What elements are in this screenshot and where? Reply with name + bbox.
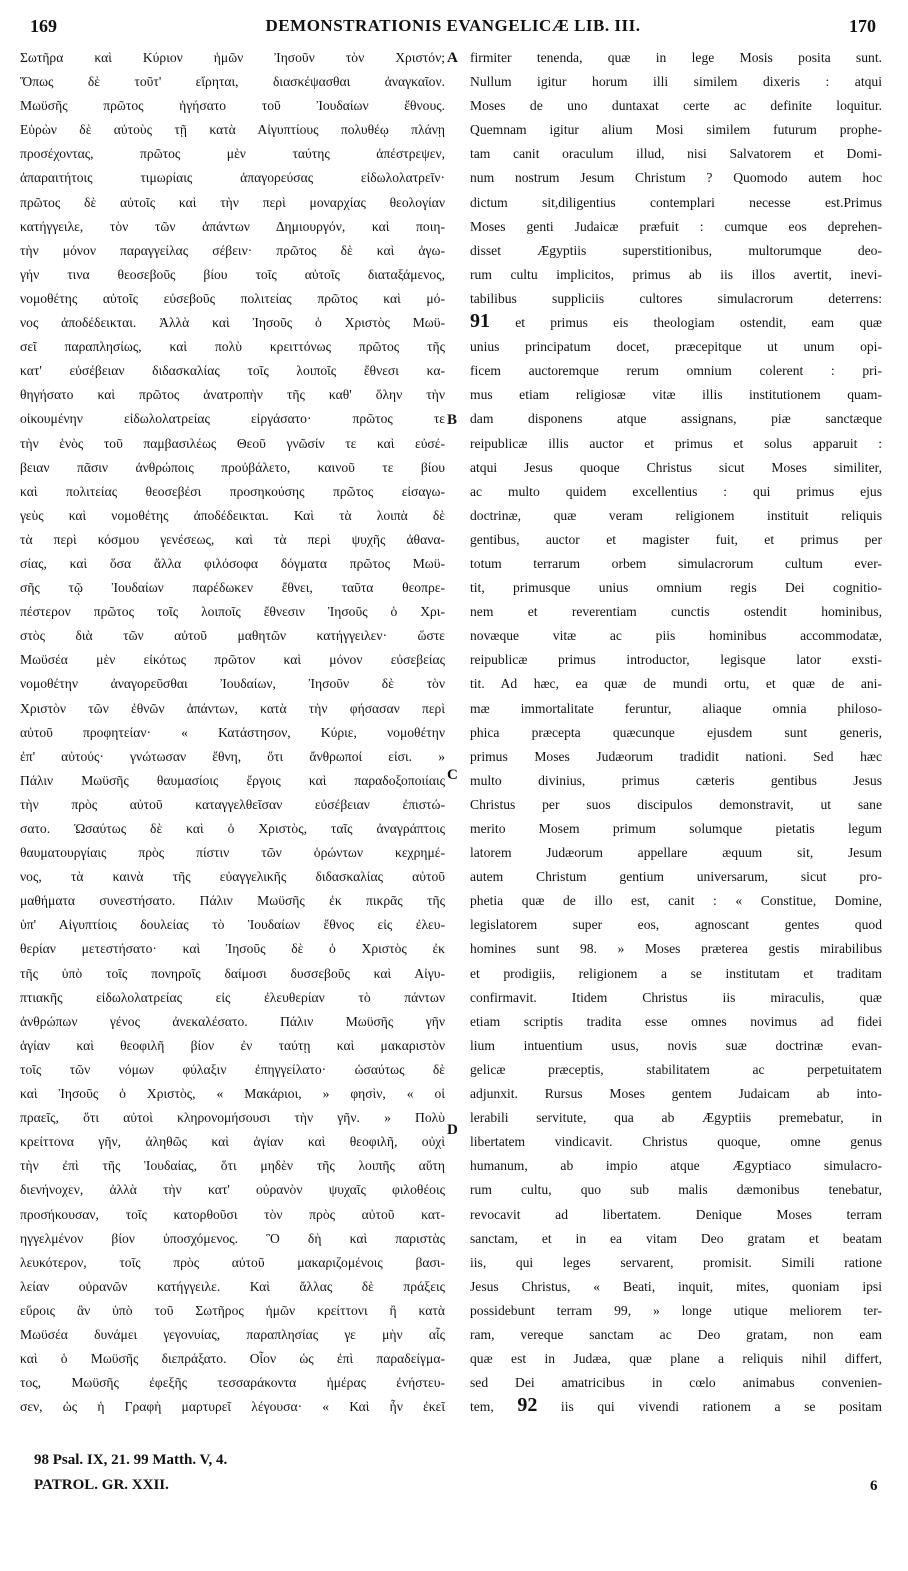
- greek-text-line: κατήγγειλε, τὸν τῶν ἁπάντων Δημιουργόν, καὶ ποιη-: [20, 218, 445, 234]
- greek-text-line: καὶ Ἰησοῦς ὁ Χριστὸς, « Μακάριοι, » φησὶν, « οἱ: [20, 1086, 445, 1102]
- greek-text-line: τοῖς τῶν νόμων φύλαξιν ἐπηγγείλατο· ὡσαύτως δὲ: [20, 1061, 445, 1077]
- greek-text-line: στὸς διὰ τῶν αὐτοῦ μαθητῶν κατήγγειλεν· ὥστε: [20, 628, 445, 644]
- latin-text-line: totum terrarum orbem simulacrorum cultum ever-: [470, 555, 882, 571]
- latin-text-line: phetia quæ de illo est, canit : « Constitue, Domine,: [470, 893, 882, 909]
- greek-text-line: Πάλιν Μωϋσῆς θαυμασίοις ἔργοις καὶ παραδοξοποιίαις: [20, 772, 445, 788]
- latin-text-line: ac multo quidem excellentius : qui primus ejus: [470, 483, 882, 499]
- greek-text-line: Μωϋσέα δυνάμει γεγονυίας, παραπλησίας γε μὴν αἷς: [20, 1326, 445, 1342]
- latin-text-line: etiam scriptis tradita esse omnes novimus ad fidei: [470, 1013, 882, 1029]
- greek-text-line: ἁγίαν καὶ θεοφιλῆ βίον ἐν ταύτῃ καὶ μακαριστὸν: [20, 1037, 445, 1053]
- greek-text-line: τὴν ἑνὸς τοῦ παμβασιλέως Θεοῦ γνῶσίν τε καὶ εὐσέ-: [20, 435, 445, 451]
- margin-marker-d: D: [447, 1122, 458, 1138]
- greek-text-line: ἐπ' αὐτούς· γνώτωσαν ἔθνη, ὅτι ἄνθρωποί εἰσι. »: [20, 748, 445, 764]
- latin-text-line: nem et reverentiam cunctis ostendit hominibus,: [470, 604, 882, 620]
- greek-text-line: βειαν πᾶσιν ἀνθρώποις προὐβάλετο, καινοῦ τε βίου: [20, 459, 445, 475]
- latin-text-line: lerabili servitute, qua ab Ægyptiis premebatur, in: [470, 1110, 882, 1126]
- margin-marker-b: B: [447, 412, 458, 428]
- latin-text-line: tem, 92 iis qui vivendi rationem a se positam: [470, 1395, 882, 1417]
- greek-text-line: νομοθέτης αὐτοῖς εὐσεβοῦς πολιτείας πρῶτος καὶ μό-: [20, 290, 445, 306]
- latin-text-line: tabilibus suppliciis cultores simulacrorum deterrens:: [470, 290, 882, 306]
- latin-text-line: adjunxit. Rursus Moses gentem Judaicam ab into-: [470, 1086, 882, 1102]
- latin-text-line: Jesus Christus, « Beati, inquit, mites, quoniam ipsi: [470, 1278, 882, 1294]
- greek-text-line: πτιακῆς εἰδωλολατρείας εἰς ἐλευθερίαν τὸ πάντων: [20, 989, 445, 1005]
- latin-text-line: sed Dei amatricibus in cœlo animabus convenien-: [470, 1375, 882, 1391]
- latin-text-line: unius principatum docet, præcepitque ut unum opi-: [470, 339, 882, 355]
- latin-text-line: revocavit ad libertatem. Denique Moses terram: [470, 1206, 882, 1222]
- latin-text-line: et prodigiis, religionem a se institutam et traditam: [470, 965, 882, 981]
- latin-text-line: Nullum igitur horum illi similem dixeris : atqui: [470, 74, 882, 90]
- greek-text-line: ὑπ' Αἰγυπτίοις δουλείας τὸ Ἰουδαίων ἔθνος εἰς ἐλευ-: [20, 917, 445, 933]
- latin-text-line: rum cultu implicitos, primus ab iis illos avertit, inevi-: [470, 266, 882, 282]
- greek-text-line: νος, τὰ καινὰ τῆς εὐαγγελικῆς διδασκαλίας αὐτοῦ: [20, 869, 445, 885]
- latin-text-line: gentibus, auctor et magister fuit, et primus per: [470, 531, 882, 547]
- greek-text-line: τὴν πρὸς αὐτοῦ καταγγελθεῖσαν εὐσέβειαν ἐπιστώ-: [20, 796, 445, 812]
- signature-mark: 6: [870, 1478, 878, 1494]
- latin-text-line: primus Moses Judæorum tradidit nationi. Sed hæc: [470, 748, 882, 764]
- greek-text-line: καὶ πολιτείας θεοσεβέσι προσηκούσης πρῶτος εἰσαγω-: [20, 483, 445, 499]
- latin-text-line: Christus per suos discipulos demonstravit, ut sane: [470, 796, 882, 812]
- greek-text-line: κρείττονα γῆν, ἀληθῶς καὶ ἁγίαν καὶ θεοφιλῆ, οὐχὶ: [20, 1134, 445, 1150]
- latin-text-line: Quemnam igitur alium Mosi similem futurum prophe-: [470, 122, 882, 138]
- greek-text-line: Μωϋσέα μὲν εἰκότως πρῶτον καὶ μόνον εὐσεβείας: [20, 652, 445, 668]
- latin-text-line: lium intuentium usus, novis suæ doctrinæ evan-: [470, 1037, 882, 1053]
- column-number: 91: [470, 311, 490, 333]
- latin-text-line: atqui Jesus quoque Christus sicut Moses similiter,: [470, 459, 882, 475]
- greek-text-line: διενήνοχεν, ἀλλὰ τὴν κατ' οὐρανὸν ψυχαῖς φιλοθέοις: [20, 1182, 445, 1198]
- greek-text-line: ἀνθρώπων γένος ἀνεκαλέσατο. Πάλιν Μωϋσῆς γῆν: [20, 1013, 445, 1029]
- latin-text-line: novæque vitæ ac piis hominibus accommodatæ,: [470, 628, 882, 644]
- greek-text-line: προσήκουσαν, τοῖς κατορθοῦσι τὸν πρὸς αὐτοῦ κατ-: [20, 1206, 445, 1222]
- latin-text-line: tam canit oraculum illud, nisi Salvatorem et Domi-: [470, 146, 882, 162]
- greek-text-line: μαθήματα συνεστήσατο. Πάλιν Μωϋσῆς ἐκ πικρᾶς τῆς: [20, 893, 445, 909]
- latin-text-line: legislatorem super eos, agnoscant gentes quod: [470, 917, 882, 933]
- left-page-number: 169: [30, 16, 57, 36]
- greek-text-line: τὴν ἐπὶ τῆς Ἰουδαίας, ὅτι μηδὲν τῆς λοιπῆς αὕτη: [20, 1158, 445, 1174]
- greek-text-line: Μωϋσῆς πρῶτος ἡγήσατο τοῦ Ἰουδαίων ἔθνους.: [20, 98, 445, 114]
- greek-text-line: θερίαν μετεστήσατο· καὶ Ἰησοῦς δὲ ὁ Χριστὸς ἐκ: [20, 941, 445, 957]
- latin-text-line: libertatem vindicavit. Christus quoque, omne genus: [470, 1134, 882, 1150]
- series-signature: PATROL. GR. XXII.: [34, 1477, 169, 1493]
- latin-text-line: firmiter tenenda, quæ in lege Mosis posita sunt.: [470, 50, 882, 65]
- latin-text-line: dam disponens atque assignans, piæ sanctæque: [470, 411, 882, 427]
- greek-text-line: καὶ ὁ Μωϋσῆς διεπράξατο. Οἷον ὡς ἐπὶ παραδείγμα-: [20, 1351, 445, 1367]
- greek-text-line: νομοθέτην ἀναγορεῦσθαι Ἰουδαίων, Ἰησοῦν δὲ τὸν: [20, 676, 445, 692]
- latin-text-line: Moses de uno duntaxat certe ac definite loquitur.: [470, 98, 882, 114]
- latin-text-line: humanum, ab impio atque Ægyptiaco simulacro-: [470, 1158, 882, 1174]
- greek-text-line: τῆς ὑπὸ τοῖς πονηροῖς δαίμοσι δυσσεβοῦς καὶ Αἰγυ-: [20, 965, 445, 981]
- latin-text-line: latorem Judæorum appellare æquum sit, Jesum: [470, 845, 882, 861]
- latin-text-line: confirmavit. Itidem Christus iis miraculis, quæ: [470, 989, 882, 1005]
- footnotes: [34, 1452, 227, 1502]
- latin-text-line: gelicæ præceptis, stabilitatem ac perpetuitatem: [470, 1061, 882, 1077]
- greek-text-line: σεν, ὡς ἡ Γραφὴ μαρτυρεῖ λέγουσα· « Καὶ ἦν ἐκεῖ: [20, 1399, 445, 1415]
- greek-text-line: σίας, καὶ ὅσα ἄλλα φιλόσοφα δόγματα πρῶτος Μωϋ-: [20, 555, 445, 571]
- footnote-references: 98 Psal. IX, 21. 99 Matth. V, 4.: [34, 1452, 228, 1468]
- greek-text-line: σεῖ παραπλησίως, καὶ πολὺ κρειττόνως πρῶτος τῆς: [20, 339, 445, 355]
- right-page-number: 170: [849, 16, 876, 36]
- greek-text-line: κατ' εὐσέβειαν διδασκαλίας τοῖς λοιποῖς ἔθνεσι κα-: [20, 363, 445, 379]
- running-header: [30, 16, 876, 38]
- greek-text-line: τος, Μωϋσῆς ἐφεξῆς τεσσαράκοντα ἡμέρας ἐνήστευ-: [20, 1375, 445, 1391]
- latin-text-line: phica præcepta quæcunque ejusdem sunt generis,: [470, 724, 882, 740]
- greek-text-line: αὐτοῦ προφητείαν· « Κατάστησον, Κύριε, νομοθέτην: [20, 724, 445, 740]
- latin-text-line: sanctam, et in ea vitam Deo gratam et beatam: [470, 1230, 882, 1246]
- latin-text-line: dictum sit,diligentius contemplari necesse est.Primus: [470, 194, 882, 210]
- latin-text-line: mæ immortalitate feruntur, aliaque omnia philoso-: [470, 700, 882, 716]
- greek-text-line: Σωτῆρα καὶ Κύριον ἡμῶν Ἰησοῦν τὸν Χριστόν;: [20, 50, 445, 65]
- latin-text-line: doctrinæ, quæ veram religionem instituit reliquis: [470, 507, 882, 523]
- latin-text-line: multo divinius, primus cæteris gentibus Jesus: [470, 772, 882, 788]
- greek-text-line: νος ἀποδέδεικται. Ἀλλὰ καὶ Ἰησοῦς ὁ Χριστὸς Μωϋ-: [20, 315, 445, 331]
- greek-text-line: εὕροις ἂν ὑπὸ τοῦ Σωτῆρος ἡμῶν κρείττονι ἢ κατὰ: [20, 1302, 445, 1318]
- greek-text-line: τὴν μόνον παραγγείλας σέβειν· πρῶτος δὲ καὶ ἀγω-: [20, 242, 445, 258]
- greek-text-line: γήν τινα θεοσεβοῦς βίου τοῖς αὐτοῖς διαταξάμενος,: [20, 266, 445, 282]
- greek-text-line: πραεῖς, ὅτι αὐτοὶ κληρονομήσουσι τὴν γῆν. » Πολὺ: [20, 1110, 445, 1126]
- running-title: DEMONSTRATIONIS EVANGELICÆ LIB. III.: [265, 16, 641, 35]
- latin-text-line: disset Ægyptiis superstitionibus, multorumque deo-: [470, 242, 882, 258]
- margin-marker-c: C: [447, 767, 458, 783]
- latin-text-line: Moses genti Judaicæ præfuit : cumque eos deprehen-: [470, 218, 882, 234]
- greek-text-line: προσέχοντας, πρῶτος μὲν ταύτης ἀπέστρεψεν,: [20, 146, 445, 162]
- latin-text-line: tit. Ad hæc, ea quæ de mundi ortu, et quæ de ani-: [470, 676, 882, 692]
- latin-text-line: 91 et primus eis theologiam ostendit, eam quæ: [470, 311, 882, 333]
- latin-text-line: merito Mosem primum solumque pietatis legum: [470, 821, 882, 836]
- greek-text-line: Εὑρὼν δὲ αὐτοὺς τῇ κατὰ Αἰγυπτίους πολυθέῳ πλάνῃ: [20, 122, 445, 138]
- column-number: 92: [517, 1395, 538, 1417]
- latin-text-line: possidebunt terram 99, » longe utique meliorem ter-: [470, 1302, 882, 1318]
- latin-text-column: [470, 46, 882, 1419]
- greek-text-line: θηγήσατο καὶ πρῶτος ἀνατροπὴν τῆς καθ' ὅλην τὴν: [20, 387, 445, 403]
- latin-text-line: reipublicæ primus introductor, legisque lator exsti-: [470, 652, 882, 668]
- greek-text-column: [20, 46, 445, 1419]
- latin-text-line: mus etiam religiosæ vitæ illis institutionem quam-: [470, 387, 882, 403]
- latin-text-line: rum cultu, quo sub malis dæmonibus tenebatur,: [470, 1182, 882, 1198]
- greek-text-line: σατο. Ὡσαύτως δὲ καὶ ὁ Χριστὸς, ταῖς ἀναγράπτοις: [20, 821, 445, 836]
- greek-text-line: Ὅπως δὲ τοῦτ' εἴρηται, διασκέψασθαι ἀναγκαῖον.: [20, 74, 445, 90]
- latin-text-line: iis, qui leges servarent, promisit. Simili ratione: [470, 1254, 882, 1270]
- latin-text-line: autem Christum gentium universarum, sicut pro-: [470, 869, 882, 885]
- greek-text-line: γεὺς καὶ νομοθέτης ἀποδέδεικται. Καὶ τὰ λοιπὰ δὲ: [20, 507, 445, 523]
- greek-text-line: λευκότερον, τοῖς πρὸς αὐτοῦ μακαριζομένοις βασι-: [20, 1254, 445, 1270]
- greek-text-line: οἰκουμένην εἰδωλολατρείας εἰργάσατο· πρῶτος τε: [20, 411, 445, 427]
- greek-text-line: λείαν οὐρανῶν κατήγγειλε. Καὶ ἄλλας δὲ πράξεις: [20, 1278, 445, 1294]
- latin-text-line: ficem auctoremque rerum omnium colerent : pri-: [470, 363, 882, 379]
- latin-text-line: quæ est in Judæa, quæ plane a reliquis nihil differt,: [470, 1351, 882, 1367]
- greek-text-line: σῆς τῷ Ἰουδαίων παρέδωκεν ἔθνει, ταῦτα θεοπρε-: [20, 580, 445, 596]
- greek-text-line: θαυματουργίαις πρὸς πίστιν τῶν ὁρώντων κεχρημέ-: [20, 845, 445, 861]
- greek-text-line: πέστερον πρῶτος τοῖς λοιποῖς ἔθνεσιν Ἰησοῦς ὁ Χρι-: [20, 604, 445, 620]
- latin-text-line: ram, vereque sanctam ac Deo gratam, non eam: [470, 1326, 882, 1342]
- greek-text-line: τὰ περὶ κόσμου γενέσεως, καὶ τὰ περὶ ψυχῆς ἀθανα-: [20, 531, 445, 547]
- greek-text-line: ηγγελμένον βίον ὑποσχόμενος. Ὃ δὴ καὶ παριστὰς: [20, 1230, 445, 1246]
- greek-text-line: πρῶτος δὲ αὐτοῖς καὶ τὴν περὶ μοναρχίας θεολογίαν: [20, 194, 445, 210]
- greek-text-line: Χριστὸν τῶν ἐθνῶν ἁπάντων, κατὰ τὴν φήσασαν περὶ: [20, 700, 445, 716]
- latin-text-line: reipublicæ illis auctor et primus et solus apparuit :: [470, 435, 882, 451]
- greek-text-line: ἀπαραιτήτοις τιμωρίαις ἀπαγορεύσας εἰδωλολατρεῖν·: [20, 170, 445, 186]
- latin-text-line: homines sunt 98. » Moses præterea gestis mirabilibus: [470, 941, 882, 957]
- latin-text-line: num nostrum Jesum Christum ? Quomodo autem hoc: [470, 170, 882, 186]
- margin-marker-a: A: [447, 50, 458, 66]
- latin-text-line: tit, primusque unius omnium regis Dei cognitio-: [470, 580, 882, 596]
